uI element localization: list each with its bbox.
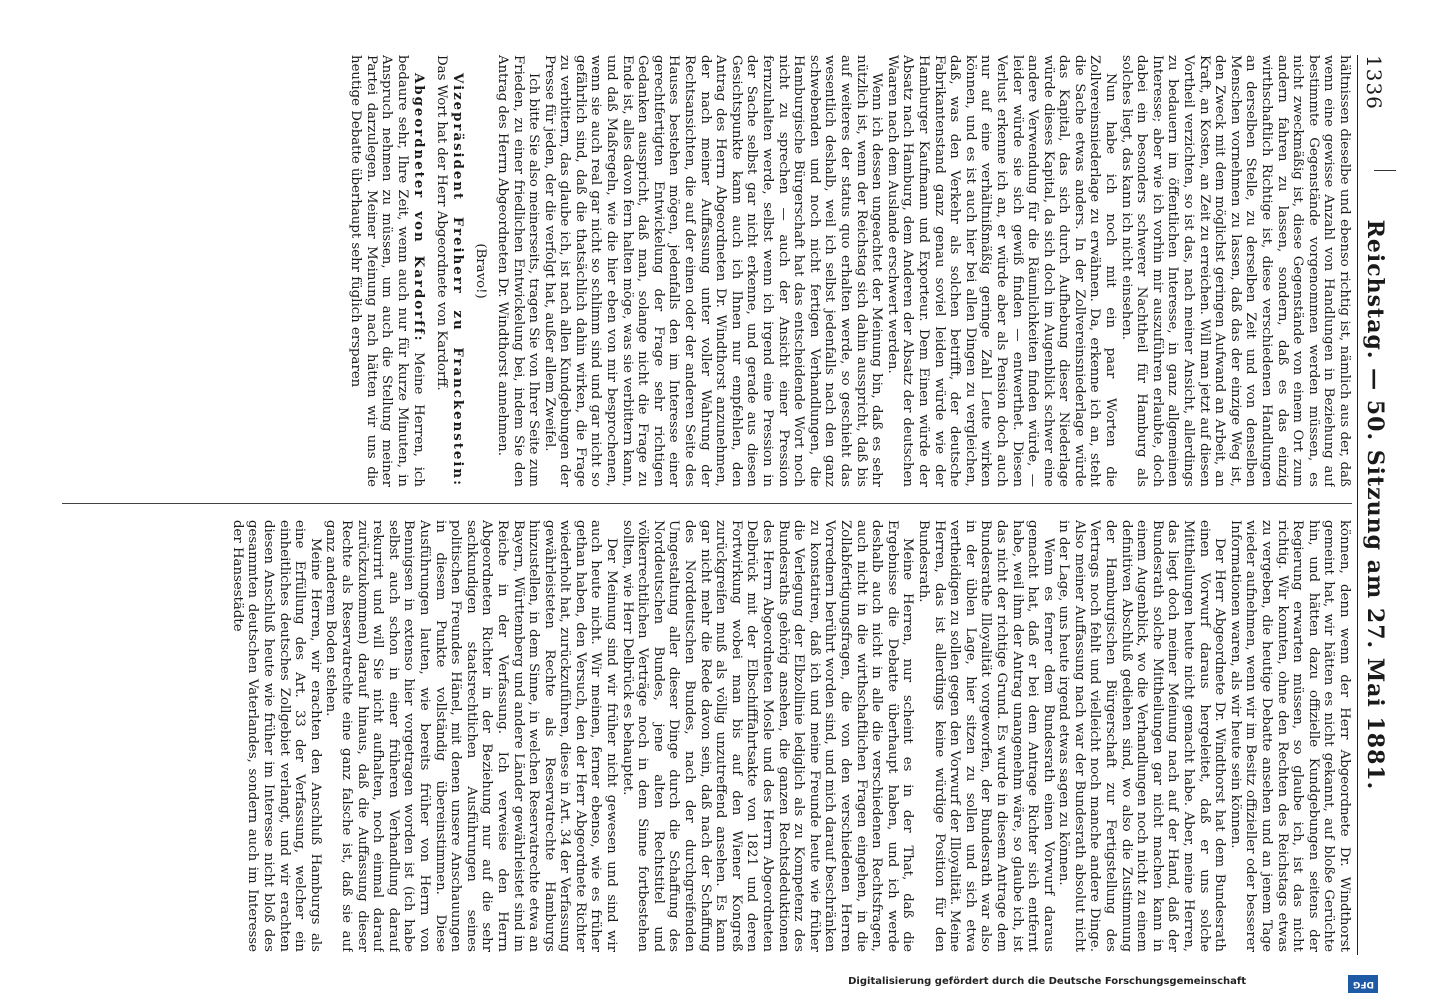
paragraph: können, denn wenn der Herr Abgeordnete Dr. Windthorst gemeint hat, wir hätten es nicht gekannt, auf bloße Gerüchte hin, und hätten dazu offizielle Kundgebungen seitens der Regierung erwarten müssen, so glaube ich, ist das nicht richtig. Wir konnten, ohne den Rechten des Reichstags etwas zu vergeben, die heutige Debatte ansehen und an jenem Tage wieder aufnehmen, wenn wir im Besitz offizieller oder besserer Informationen waren, als wir heute sein können. bbox=[1227, 520, 1352, 952]
speech-text: Meine Herren, ich bedaure sehr, Ihre Zeit, wenn auch nur für kurze Minuten, in Anspruch nehmen zu müssen, um auch die Stellung meiner Partei darzulegen. Meiner Meinung nach hätten wir uns die heutige Debatte überhaupt sehr füglich ersparen bbox=[348, 55, 426, 487]
paragraph: Wenn ich dessen ungeachtet der Meinung bin, daß es sehr nützlich ist, wenn der Reichstag sich dahin ausspricht, daß bis auf weiteres der status quo erhalten werde, so geschieht das wesentlich deshalb, weil ich selbst jedenfalls nach den ganz schwebenden und noch nicht fertigen Verhandlungen, die Hamburgische Bürgerschaft hat das entscheidende Wort noch nicht zu sprechen — auch der Ansicht einer Pression fernzuhalten werde, selbst wenn ich irgend eine Pression in der Sache selbst gar nicht erkenne, und gerade aus diesen Gesichtspunkte kann auch ich Ihnen nur empfehlen, den Antrag des Herrn Abgeordneten Dr. Windthorst anzunehmen, der nach meiner Auffassung unter voller Wahrung der Rechtsansichten, die auf der einen oder der anderen Seite des Hauses bestehen mögen, jedenfalls den im Interesse einer gerechtfertigten Entwickelung der Frage sehr richtigen Gedanken ausspricht, daß man, solange nicht die Frage zu Ende ist, alles davon fern halten möge, was sie verbittern kann, und daß Maßregeln, wie die hier eben von mir besprochenen, wenn sie auch real gar nicht so schlimm sind und gar nicht so gefährlich sind, daß die thatsächlich dahin wirken, die Frage zu verbittern, das glaube ich, ist nach allen Kundgebungen der Presse für jeden, der die verfolgt hat, außer allem Zweifel. bbox=[541, 55, 885, 487]
speech-text: Das Wort hat der Herr Abgeordnete von Kardorff. bbox=[434, 55, 450, 391]
margin-tick bbox=[1374, 170, 1396, 171]
digitization-note: Digitalisierung gefördert durch die Deutsche Forschungsgemeinschaft bbox=[848, 976, 1246, 987]
speaker-label: Abgeordneter von Kardorff: bbox=[410, 73, 426, 343]
column-divider bbox=[62, 503, 1352, 504]
paragraph: Meine Herren, nur scheint es in der That, daß die Ergebnisse die Debatte überhaupt haben, und ich werde deshalb auch nicht in alle die verschiedenen Rechtsfragen, auch nicht in die wirthschaftlichen Fragen eingehen, in die Zollabfertigungsfragen, die von den verschiedenen Herren Vorrednern berührt worden sind, und mich darauf beschränken zu konstatiren, daß ich und meine Freunde heute wie früher die Verlegung der Elbzollinie lediglich als zu Kompetenz des Bundesraths gehörig ansehen, die ganzen Rechtsdeduktionen des Herrn Abgeordneten Mosle und des Herrn Abgeordneten Delbrück mit der Elbschifffahrtsakte von 1821 und deren Fortwirkung wobei man bis auf den Wiener Kongreß zurückgreifen muß als völlig unzutreffend ansehen. Es kann gar nicht mehr die Rede davon sein, daß nach der Schaffung des Norddeutschen Bundes, nach der durchgreifenden Umgestaltung aller dieser Dinge durch die Schaffung des Norddeutschen Bundes, jene alten Rechtstitel und völkerrechtlichen Verträge noch in dem Sinne fortbestehen sollten, wie Herr Delbrück es behauptet. bbox=[619, 520, 916, 952]
paragraph: Der Meinung sind wir früher nicht gewesen und sind wir auch heute nicht. Wir meinen, ferner ebenso, wie es früher gethan haben, den Versuch, den der Herr Abgeordnete Richter wiederholt hat, zurückzuführen, diese in Art. 34 der Verfassung gewährleisteten Rechte als Reservatrechte Hamburgs hinzustellen, in dem Sinne, in welchen Reservatrechte etwa an Bayern, Württemberg und andere Länder gewährleistet sind im Reiche in der Verfassung. Ich verweise den Herrn Abgeordneten Richter in der Beziehung nur auf die sehr sachkundigen staatsrechtlichen Ausführungen seines politischen Freundes Hänel, mit denen unsere Anschauungen in diesem Punkte vollständig übereinstimmen. Diese Ausführungen lauten, wie bereits früher von Herrn von Bennigsen in extenso hier vorgetragen worden ist (ich habe selbst auch schon in einer früheren Verhandlung darauf rekurrirt und will Sie nicht aufhalten, noch einmal darauf zurückzukommen) darauf hinaus, daß die Auffassung dieser Rechte als Reservatrechte eine ganz falsche ist, daß sie auf ganz anderem Boden stehen. bbox=[323, 520, 620, 952]
paragraph: hältnissen dieselbe und ebenso richtig ist, nämlich aus der, daß wenn eine gewisse Anzahl von Handlungen in Beziehung auf bestimmte Gegenstände vorgenommen werden müssen, es nicht zweckmäßig ist, diese Gegenstände von einem Ort zum andern fahren zu lassen, sondern, daß es das einzig wirthschaftlich Richtige ist, diese verschiedenen Handlungen an derselben Stelle, zu derselben Zeit und von denselben Menschen vornehmen zu lassen, daß das der einzige Weg ist, den Zweck mit dem möglichst geringen Aufwand an Arbeit, an Kraft, an Kosten, an Zeit zu erreichen. Will man jetzt auf diesen Vortheil verzichten, so ist das, nach meiner Ansicht, allerdings zu bedauern im öffentlichen Interesse, in ganz allgemeinen Interesse; aber wie ich vorhin mir auszuführen erlaubte, doch dabei ein besonders schwerer Nachtheil für Hamburg als solches liegt, das kann ich nicht einsehen. bbox=[1118, 55, 1352, 487]
right-column bbox=[10, 520, 1352, 952]
paragraph: Wenn es ferner dem Bundesrath einen Vorwurf daraus gemacht hat, daß er bei dem Antrage Richter sich entfernt habe, weil ihm der Antrag unangenehm wäre, so glaube ich, ist das nicht der richtige Grund. Es wurde in diesem Antrage dem Bundesrathe Illoyalität vorgeworfen, der Bundesrath war also in der üblen Lage, hier sitzen zu sollen und sich etwa vertheidigen zu sollen gegen den Vorwurf der Illoyalität. Meine Herren, das ist allerdings keine würdige Position für den Bundesrath. bbox=[915, 520, 1056, 952]
page-header bbox=[1357, 55, 1392, 955]
paragraph: Ich bitte Sie also meinerseits, tragen Sie von Ihrer Seite zum Frieden, zu einer friedlichen Entwickelung bei, indem Sie den Antrag des Herrn Abgeordneten Dr. Windthorst annehmen. bbox=[494, 55, 542, 487]
applause-note: (Bravo!) bbox=[473, 243, 489, 299]
paragraph: Meine Herren, wir erachten den Anschluß Hamburgs als eine Erfüllung des Art. 33 der Verfassung, welcher ein einheitliches deutsches Zollgebiet verlangt, und wir erachten diesen Anschluß heute wie früher im Interesse nicht bloß des gesammten deutschen Vaterlandes, sondern auch im Interesse der Hansestädte bbox=[229, 520, 323, 952]
running-title: Reichstag. — 50. Sitzung am 27. Mai 1881. bbox=[1362, 219, 1388, 791]
speaker-label: Vizepräsident Freiherr zu Franckenstein: bbox=[449, 73, 465, 487]
page-number: 1336 bbox=[1362, 55, 1386, 110]
speaker-paragraph bbox=[434, 55, 465, 487]
paragraph: Nun habe ich noch mit ein paar Worten die Zollvereinsniederlage zu erwähnen. Da, erkenne ich an, steht die Sache etwas anders. In der Zollvereinsniederlage würde das Kapital, das sich durch Aufhebung dieser Niederlage würde dieses Kapital, da sich doch im Augenblick schwer eine andere Verwendung für die Räumlichkeiten finden würde, — leider würde sie sich gewiß finden — entwerthet. Diesen Verlust erkenne ich an, er würde aber als Pension doch auch nur auf eine verhältnißmäßig geringe Zahl Leute wirken können, und es ist auch hier bei allen Dingen zu vergleichen, daß, was den Verkehr als solchen betrifft, der deutsche Fabrikantenstand ganz genau soviel leiden würde wie der Hamburger Kaufmann und Exporteur. Dem Einen würde der Absatz nach Hamburg, dem Anderen der Absatz der deutschen Waaren nach dem Auslande erschwert werden. bbox=[884, 55, 1119, 487]
left-column bbox=[10, 55, 1352, 487]
paragraph: Der Herr Abgeordnete Dr. Windthorst hat dem Bundesrath einen Vorwurf daraus hergeleitet, daß er uns solche Mittheilungen heute nicht gemacht habe. Aber, meine Herren, das liegt doch meiner Meinung nach auf der Hand, daß der Bundesrath solche Mittheilungen gar nicht machen kann in einem Augenblick, wo die Verhandlungen noch nicht zu einem definitiven Abschluß gediehen sind, wo also die Zustimmung der Hamburgischen Bürgerschaft zur Fertigstellung des Vertrags noch fehlt und vielleicht noch manche andere Dinge. Also meiner Auffassung nach war der Bundesrath absolut nicht in der Lage, uns heute irgend etwas sagen zu können. bbox=[1056, 520, 1228, 952]
digitization-footer bbox=[4, 970, 1396, 1000]
speaker-paragraph bbox=[348, 55, 426, 487]
dfg-logo: DFG bbox=[1348, 975, 1378, 993]
